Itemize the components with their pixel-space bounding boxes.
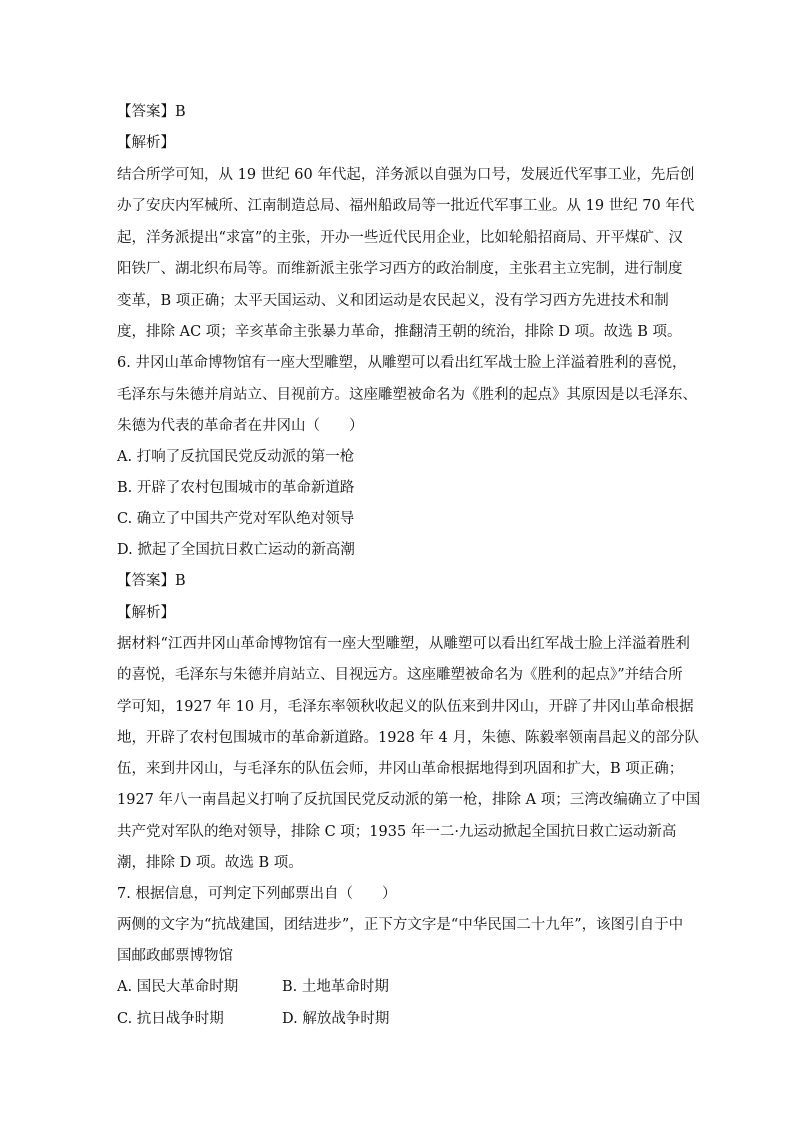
option-d: D. 解放战争时期 [282,1011,390,1027]
analysis-label-q6: 【解析】 [117,605,175,621]
analysis-label-q5: 【解析】 [117,135,175,151]
analysis-text-line: 办了安庆内军械所、江南制造总局、福州船政局等一批近代军事工业。从 19 世纪 70 年代 [117,198,695,214]
option-b: B. 土地革命时期 [282,979,389,995]
analysis-text-line: 潮，排除 D 项。故选 B 项。 [117,855,303,871]
analysis-text-line: 度，排除 AC 项；辛亥革命主张暴力革命，推翻清王朝的统治，排除 D 项。故选 B 项。 [117,324,682,340]
option-b: B. 开辟了农村包围城市的革命新道路 [117,480,355,496]
question-6-stem: 朱德为代表的革命者在井冈山（ ） [117,418,364,434]
answer-label-q5: 【答案】B [117,104,186,120]
question-7-stem: 两侧的文字为“抗战建国，团结进步”，正下方文字是“中华民国二十九年”，该图引自于中 [117,917,684,933]
option-a: A. 国民大革命时期 [117,979,239,995]
analysis-text-line: 变革，B 项正确；太平天国运动、义和团运动是农民起义，没有学习西方先进技术和制 [117,293,669,309]
analysis-text-line: 的喜悦，毛泽东与朱德并肩站立、目视远方。这座雕塑被命名为《胜利的起点》”并结合所 [117,667,683,683]
analysis-text-line: 地，开辟了农村包围城市的革命新道路。1928 年 4 月，朱德、陈毅率领南昌起义的部分队 [117,730,699,746]
option-d: D. 掀起了全国抗日救亡运动的新高潮 [117,542,355,558]
analysis-text-line: 阳铁厂、湖北织布局等。而维新派主张学习西方的政治制度，主张君主立宪制，进行制度 [117,261,683,277]
question-7-stem: 7. 根据信息，可判定下列邮票出自（ ） [117,886,397,902]
question-7-stem: 国邮政邮票博物馆 [117,948,233,964]
analysis-text-line: 伍，来到井冈山，与毛泽东的队伍会师，井冈山革命根据地得到巩固和扩大，B 项正确； [117,761,684,777]
answer-label-q6: 【答案】B [117,573,186,589]
question-6-stem: 6. 井冈山革命博物馆有一座大型雕塑，从雕塑可以看出红军战士脸上洋溢着胜利的喜悦， [117,355,687,371]
analysis-text-line: 学可知，1927 年 10 月，毛泽东率领秋收起义的队伍来到井冈山，开辟了井冈山革命根据 [117,699,694,715]
option-c: C. 抗日战争时期 [117,1011,224,1027]
analysis-text-line: 结合所学可知，从 19 世纪 60 年代起，洋务派以自强为口号，发展近代军事工业，先后创 [117,167,695,183]
analysis-text-line: 起，洋务派提出“求富”的主张，开办一些近代民用企业，比如轮船招商局、开平煤矿、汉 [117,230,683,246]
analysis-text-line: 据材料“江西井冈山革命博物馆有一座大型雕塑，从雕塑可以看出红军战士脸上洋溢着胜利 [117,636,690,652]
option-a: A. 打响了反抗国民党反动派的第一枪 [117,449,355,465]
analysis-text-line: 共产党对军队的绝对领导，排除 C 项；1935 年一二·九运动掀起全国抗日救亡运动新高 [117,824,677,840]
question-6-stem: 毛泽东与朱德并肩站立、目视前方。这座雕塑被命名为《胜利的起点》其原因是以毛泽东、 [117,387,697,403]
analysis-text-line: 1927 年八一南昌起义打响了反抗国民党反动派的第一枪，排除 A 项；三湾改编确立了中国 [117,792,701,808]
option-c: C. 确立了中国共产党对军队绝对领导 [117,511,355,527]
